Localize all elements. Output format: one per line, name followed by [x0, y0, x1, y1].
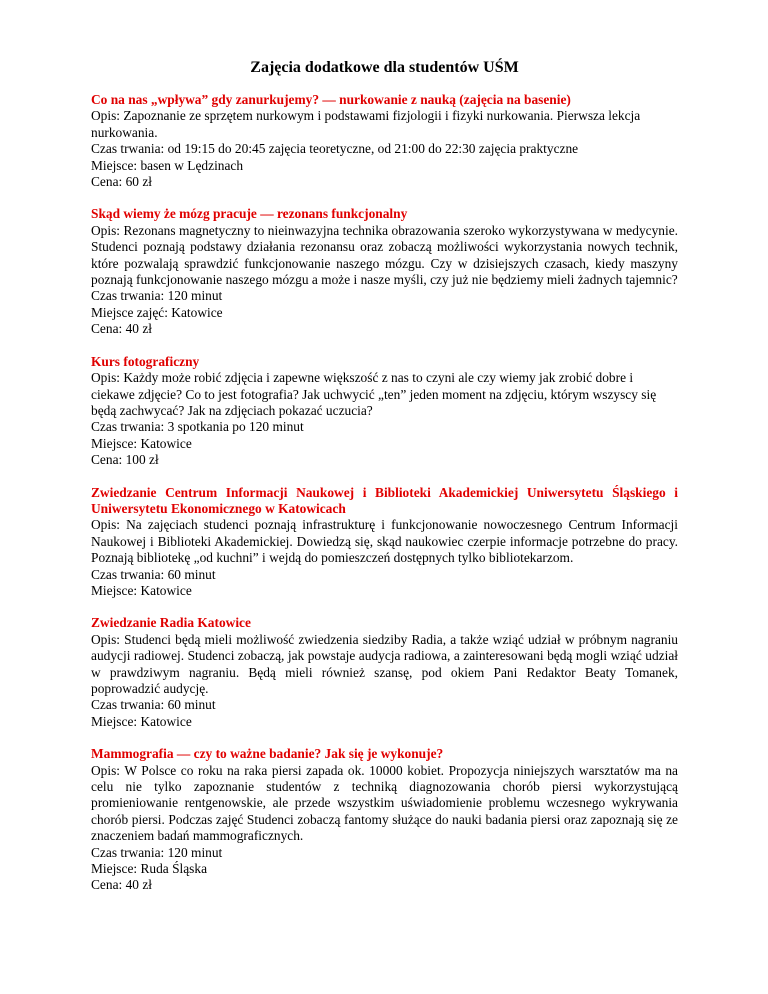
section-duration: Czas trwania: 60 minut — [91, 697, 216, 713]
section-duration: Czas trwania: 120 minut — [91, 288, 223, 304]
document-page — [91, 58, 678, 910]
page-title: Zajęcia dodatkowe dla studentów UŚM — [250, 59, 519, 76]
section-duration: Czas trwania: od 19:15 do 20:45 zajęcia teoretyczne, od 21:00 do 22:30 zajęcia praktyczne — [91, 141, 579, 157]
section-title: Zwiedzanie Radia Katowice — [91, 615, 251, 631]
section-description: Opis: Studenci będą mieli możliwość zwiedzenia siedziby Radia, a także wziąć udział w próbnym nagraniu audycji radiowej. Studenci zobaczą, jak powstaje audycja radiowa, a zainteresowani będą mogli wziąć udział w prawdziwym nagraniu. Będą mieli również szansę, pod okiem Pani Redaktor Beaty Tomanek, poprowadzić audycję. — [91, 631, 678, 696]
section-title: Skąd wiemy że mózg pracuje — rezonans funkcjonalny — [91, 206, 408, 222]
section-place: Miejsce: Katowice — [91, 435, 192, 451]
section-diving — [91, 92, 678, 190]
section-duration: Czas trwania: 60 minut — [91, 566, 216, 582]
section-title: Zwiedzanie Centrum Informacji Naukowej i Biblioteki Akademickiej Uniwersytetu Śląskiego i Uniwersytetu Ekonomicznego w Katowicach — [91, 484, 678, 516]
section-price: Cena: 60 zł — [91, 174, 152, 190]
section-title: Co na nas „wpływa” gdy zanurkujemy? — nurkowanie z nauką (zajęcia na basenie) — [91, 92, 571, 107]
section-library-tour — [91, 485, 678, 600]
section-place: Miejsce: Katowice — [91, 582, 192, 598]
section-duration: Czas trwania: 120 minut — [91, 844, 223, 860]
section-price: Cena: 100 zł — [91, 452, 159, 468]
section-description: Opis: Każdy może robić zdjęcia i zapewne większość z nas to czyni ale czy wiemy jak zrobić dobre i ciekawe zdjęcie? Co to jest fotografia? Jak uchwycić „ten” jeden moment na zdjęciu, którym wszyscy się będą zachwycać? Jak na zdjęciach pokazać uczucia? — [91, 370, 657, 418]
section-place: Miejsce: Katowice — [91, 713, 192, 729]
section-place: Miejsce zajęć: Katowice — [91, 304, 223, 320]
section-photography — [91, 354, 678, 469]
section-duration: Czas trwania: 3 spotkania po 120 minut — [91, 419, 304, 435]
section-price: Cena: 40 zł — [91, 877, 152, 893]
section-place: Miejsce: basen w Lędzinach — [91, 157, 244, 173]
section-description: Opis: Zapoznanie ze sprzętem nurkowym i podstawami fizjologii i fizyki nurkowania. Pierwsza lekcja nurkowania. — [91, 108, 641, 140]
section-description: Opis: W Polsce co roku na raka piersi zapada ok. 10000 kobiet. Propozycja niniejszych warsztatów ma na celu nie tylko zapoznanie studentów z techniką diagnozowania chorób piersi wykorzystującą promieniowanie rentgenowskie, ale przede wszystkim uświadomienie problemu wczesnego wykrywania chorób piersi. Podczas zajęć Studenci zobaczą fantomy służące do nauki badania piersi oraz zapoznają się ze znaczeniem badań mammograficznych. — [91, 762, 678, 844]
section-radio-tour — [91, 615, 678, 730]
section-description: Opis: Na zajęciach studenci poznają infrastrukturę i funkcjonowanie nowoczesnego Centrum Informacji Naukowej i Biblioteki Akademickiej. Dowiedzą się, skąd naukowiec czerpie informacje potrzebne do pracy. Poznają bibliotekę „od kuchni” i wejdą do pomieszczeń dostępnych tylko bibliotekarzom. — [91, 517, 678, 566]
section-description: Opis: Rezonans magnetyczny to nieinwazyjna technika obrazowania szeroko wykorzystywana w medycynie. Studenci poznają podstawy działania rezonansu oraz zobaczą możliwości wykorzystania nowych technik, które pozwalają sprawdzić funkcjonowanie naszego mózgu. Czy w dzisiejszych czasach, kiedy maszyny poznają funkcjonowanie naszego mózgu a może i nasze myśli, czy już nie będziemy mieli żadnych tajemnic? — [91, 222, 678, 288]
section-price: Cena: 40 zł — [91, 321, 152, 337]
section-place: Miejsce: Ruda Śląska — [91, 861, 208, 877]
section-mammography — [91, 746, 678, 894]
section-title: Kurs fotograficzny — [91, 353, 200, 369]
section-fmri — [91, 206, 678, 337]
section-title: Mammografia — czy to ważne badanie? Jak się je wykonuje? — [91, 746, 444, 762]
